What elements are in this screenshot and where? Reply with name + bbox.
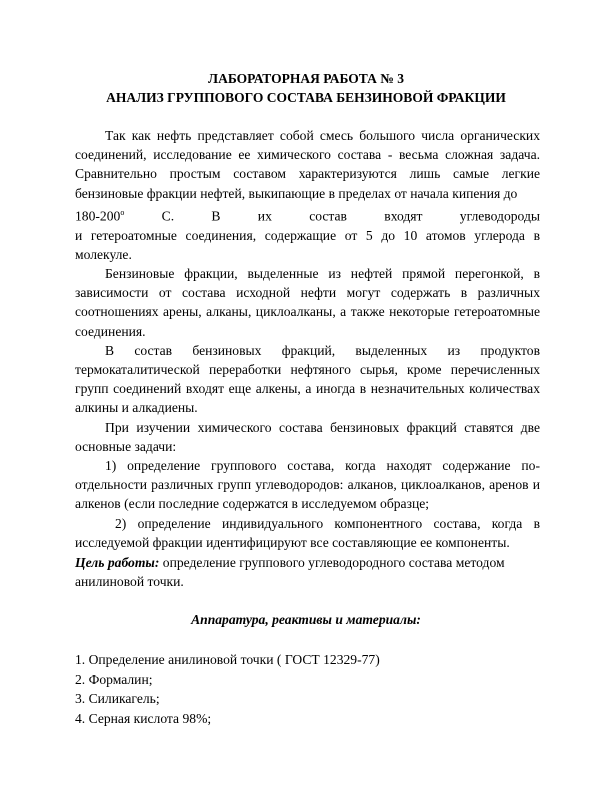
goal-text: определение группового углеводородного состава методом анилиновой точки. (75, 555, 505, 590)
paragraph-1-end: и гетероатомные соединения, содержащие от 5 до 10 атомов углерода в молекуле. (75, 227, 540, 262)
materials-item-3: 3. Силикагель; (75, 691, 160, 707)
paragraph-5: 1) определение группового состава, когда находят содержание по-отдельности различных групп углеводородов: алканов, циклоалканов, аренов и алкенов (если последние содержатся в исследуемом образце; (75, 457, 540, 512)
paragraph-1-text: Так как нефть представляет собой смесь большого числа органических соединений, исследование ее химического состава - весьма сложная задача. Сравнительно простым составом характеризуются лишь самые легкие бензиновые фракции нефтей, выкипающие в пределах от начала кипения до (75, 128, 540, 201)
goal-block (75, 553, 540, 591)
materials-item-1: 1. Определение анилиновой точки ( ГОСТ 12329-77) (75, 652, 380, 667)
body-text (75, 126, 540, 552)
title-line-1: ЛАБОРАТОРНАЯ РАБОТА № 3 (208, 71, 404, 86)
materials-item-2: 2. Формалин; (75, 671, 153, 687)
title-line-2: АНАЛИЗ ГРУППОВОГО СОСТАВА БЕНЗИНОВОЙ ФРАКЦИИ (106, 90, 506, 105)
goal-label: Цель работы: (75, 555, 160, 570)
degree-sign: o (120, 207, 125, 217)
materials-list (75, 650, 380, 728)
materials-item-4: 4. Серная кислота 98%; (75, 710, 212, 726)
paragraph-4: При изучении химического состава бензиновых фракций ставятся две основные задачи: (75, 419, 540, 454)
materials-heading: Аппаратура, реактивы и материалы: (191, 612, 421, 627)
temperature-value: 180-200 (75, 208, 121, 224)
paragraph-1-temperature-line (75, 203, 540, 226)
paragraph-6: 2) определение индивидуального компонентного состава, когда в исследуемой фракции идентифицируют все составляющие ее компоненты. (75, 515, 540, 550)
paragraph-1 (75, 126, 540, 203)
paragraph-2: Бензиновые фракции, выделенные из нефтей прямой перегонкой, в зависимости от состава исходной нефти могут содержать в различных соотношениях арены, алканы, циклоалканы, а также некоторые гетероатомные соединения. (75, 265, 540, 339)
temperature-tail: С. В их состав входят углеводороды (161, 208, 541, 224)
paragraph-3: В состав бензиновых фракций, выделенных из продуктов термокаталитической переработки нефтяного сырья, кроме перечисленных групп соединений входят еще алкены, а иногда в незначительных количествах алкины и алкадиены. (75, 342, 540, 416)
